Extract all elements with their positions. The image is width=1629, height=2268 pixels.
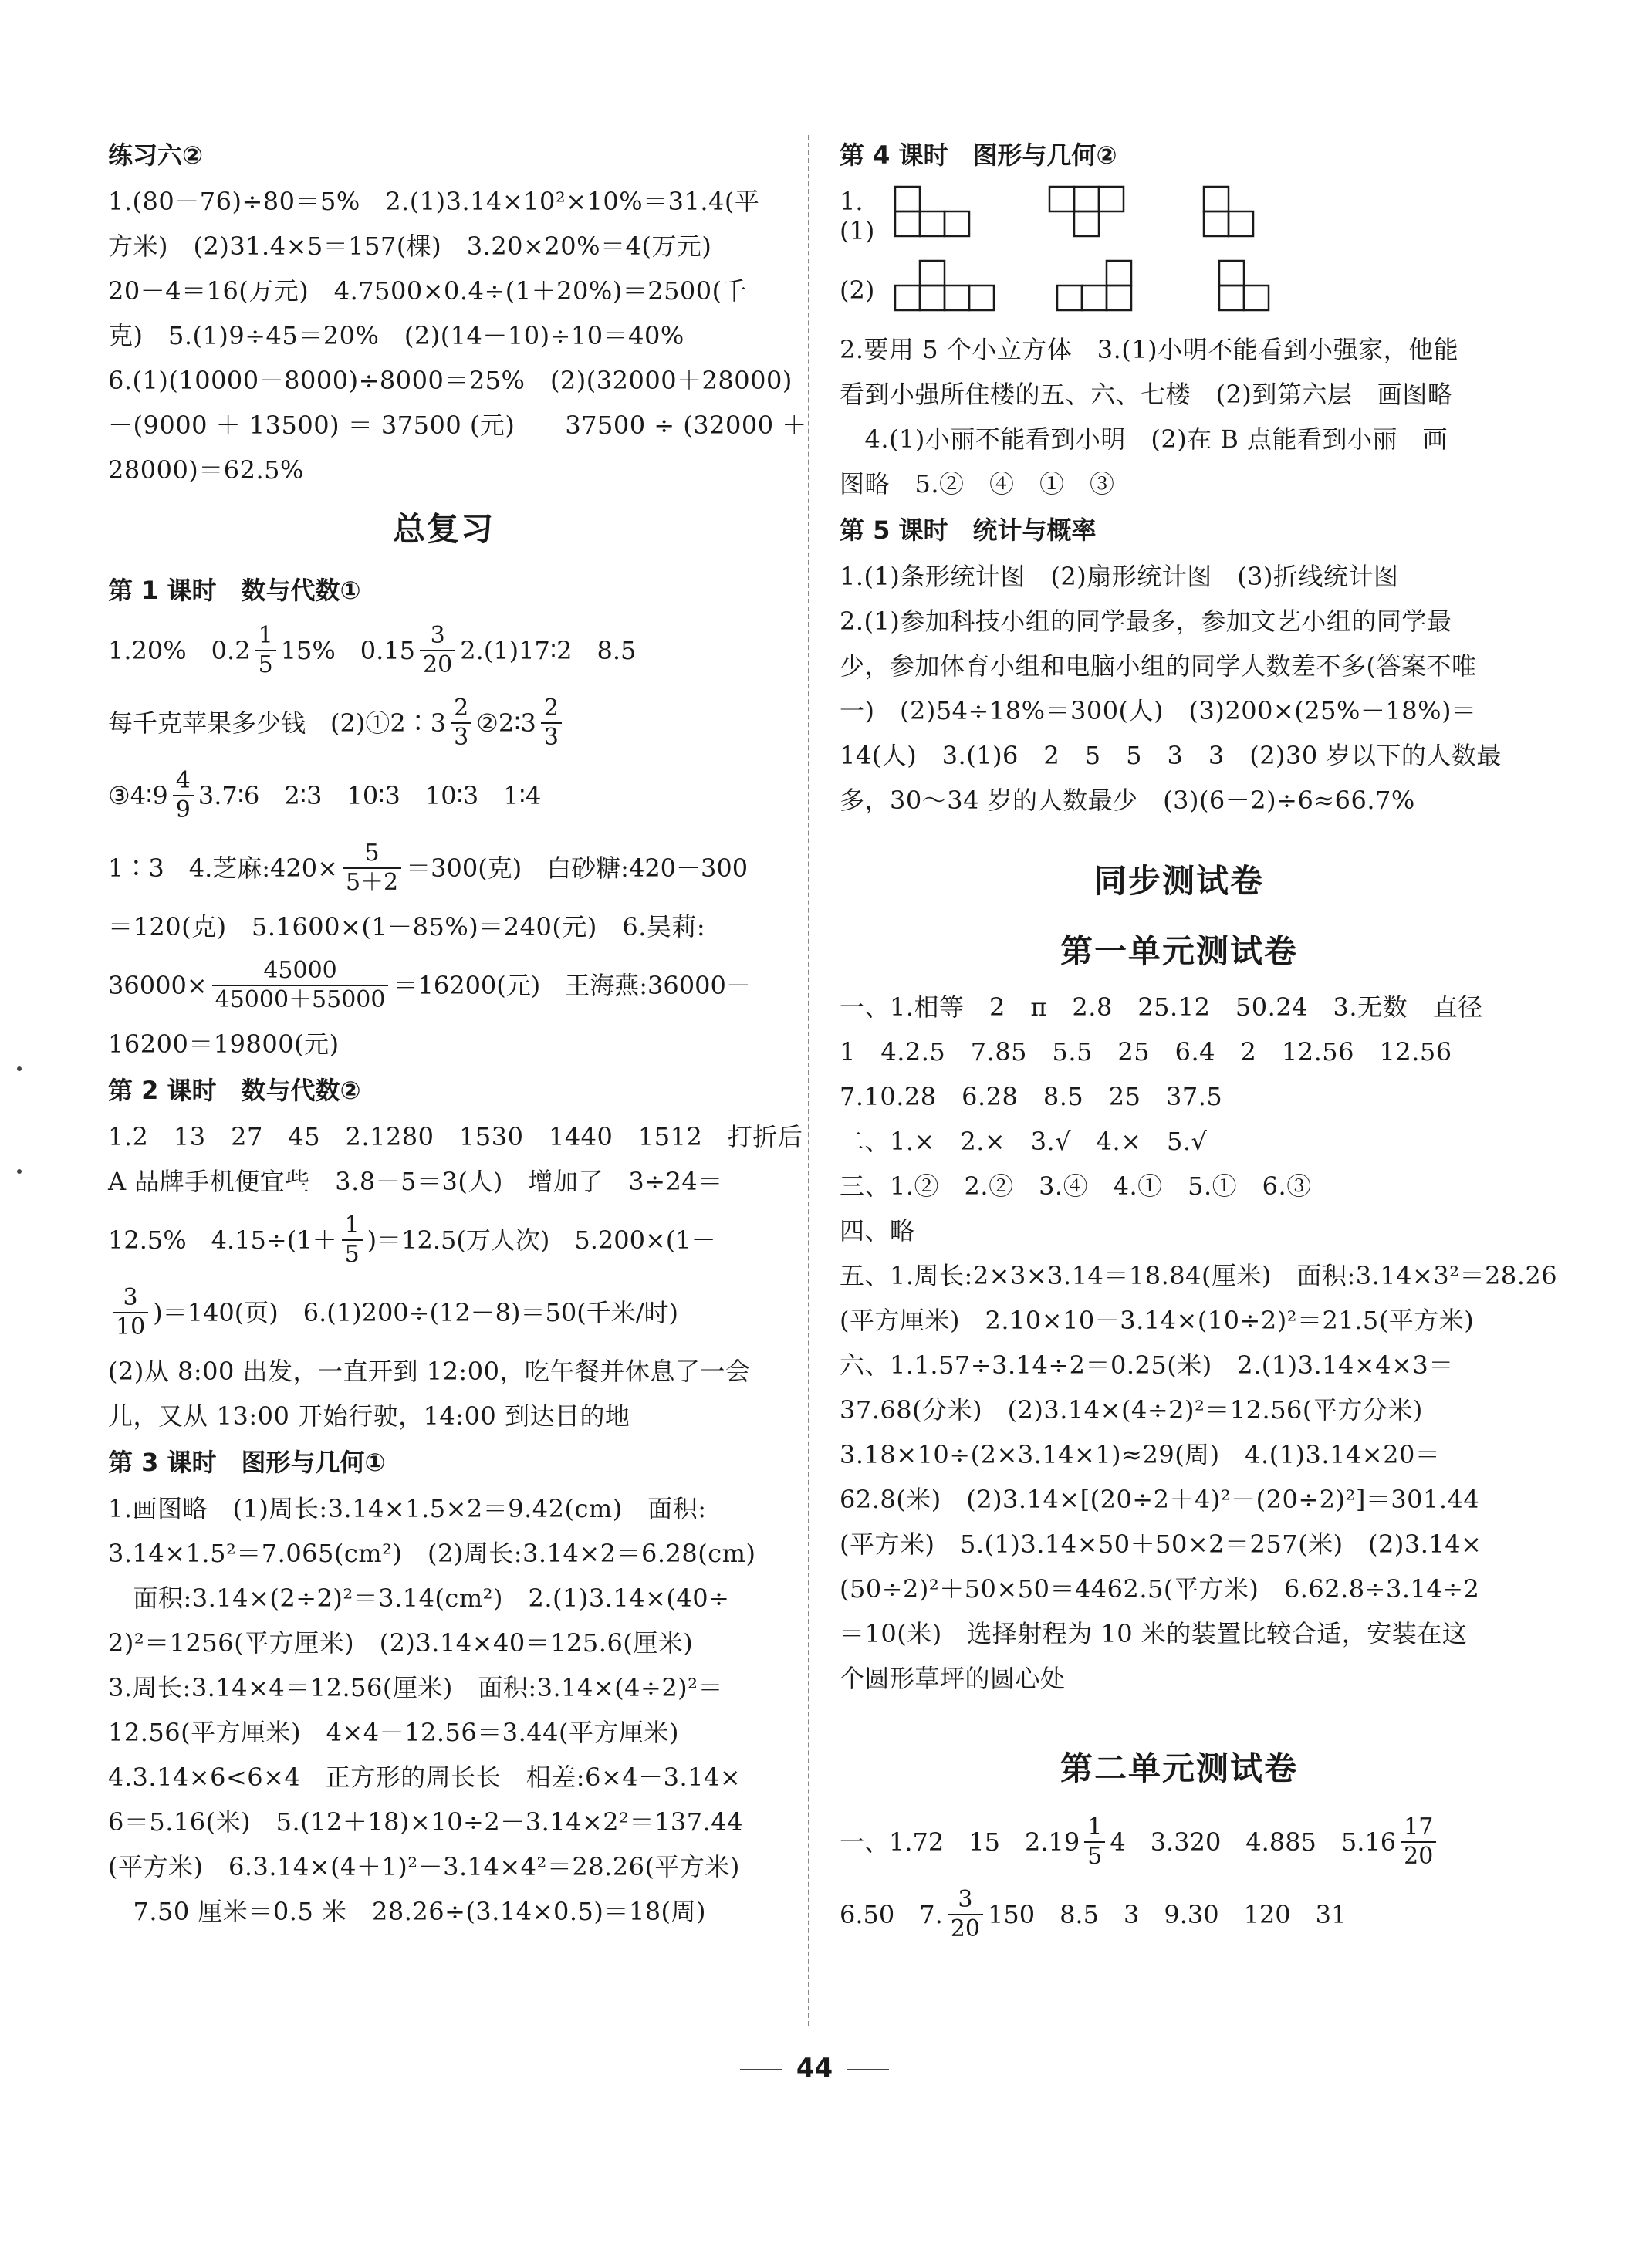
answer-line: 2.(1)参加科技小组的同学最多，参加文艺小组的同学最 [840, 607, 1452, 636]
lesson1-row2: 每千克苹果多少钱 (2)①2∶3 $\frac{2}{3}$ ②2∶3 $\frac{2}{3}$ [108, 687, 779, 759]
lesson1-row6: 36000× $\frac{45000}{45000+55000}$ ＝16200(元) 王海燕:36000－ [108, 957, 751, 1013]
answer-line: 3.14×1.5²＝7.065(cm²) (2)周长:3.14×2＝6.28(cm) [108, 1539, 756, 1568]
answer-line: 3.周长:3.14×4＝12.56(厘米) 面积:3.14×(4÷2)²＝ [108, 1673, 723, 1702]
answer-line: 儿，又从 13:00 开始行驶，14:00 到达目的地 [108, 1401, 630, 1431]
answer-line: 4.3.14×6<6×4 正方形的周长长 相差:6×4－3.14× [108, 1763, 742, 1792]
scan-speck [17, 1066, 22, 1071]
answer-line: 1.画图略 (1)周长:3.14×1.5×2＝9.42(cm) 面积: [108, 1494, 707, 1523]
lesson2-answers-2 [108, 1349, 779, 1438]
scan-speck [17, 1169, 22, 1174]
answer-line: 二、1.× 2.× 3.√ 4.× 5.√ [840, 1127, 1208, 1156]
fraction: $\frac{2}{3}$ [451, 695, 471, 752]
answer-line: 克) 5.(1)9÷45＝20% (2)(14－10)÷10＝40% [108, 321, 684, 350]
answer-line: 图略 5.② ④ ① ③ [840, 469, 1115, 499]
views-figure-row-2: (2) [840, 253, 1519, 327]
page-number: 44 [796, 2053, 833, 2084]
answer-line: 1.2 13 27 45 2.1280 1530 1440 1512 打折后 [108, 1122, 803, 1151]
practice6-answers [108, 179, 807, 492]
view-drawing-1 [894, 185, 994, 247]
answer-line: －(9000 ＋ 13500) ＝ 37500 (元) 37500 ÷ (32000 ＋ [108, 411, 807, 440]
practice6-heading: 练习六② [108, 140, 204, 170]
answer-line: 个圆形草坪的圆心处 [840, 1664, 1066, 1693]
answer-line: 12.56(平方厘米) 4×4－12.56＝3.44(平方厘米) [108, 1718, 679, 1747]
lesson5-heading: 第 5 课时 统计与概率 [840, 515, 1097, 545]
answer-line: 2.要用 5 个小立方体 3.(1)小明不能看到小强家，他能 [840, 335, 1459, 364]
lesson2-row4: $\frac{3}{10}$ )＝140(页) 6.(1)200÷(12－8)＝50(千米/时) [108, 1276, 779, 1349]
answer-line: 7.10.28 6.28 8.5 25 37.5 [840, 1082, 1223, 1111]
view-drawing-5 [1056, 259, 1164, 321]
answer-line: 14(人) 3.(1)6 2 5 5 3 3 (2)30 岁以下的人数最 [840, 741, 1502, 770]
view-drawing-3 [1202, 185, 1279, 247]
lesson2-row3: 12.5% 4.15÷(1＋ $\frac{1}{5}$ )＝12.5(万人次) 5.200×(1－ [108, 1212, 716, 1268]
unit2-row2: 6.50 7. $\frac{3}{20}$ 150 8.5 3 9.30 120 31 [840, 1886, 1347, 1942]
right-column [840, 131, 1558, 1951]
answer-line: 1.(80－76)÷80＝5% 2.(1)3.14×10²×10%＝31.4(平 [108, 187, 760, 216]
footer-rule-right [847, 2069, 889, 2070]
fraction: $\frac{4}{9}$ [173, 767, 194, 824]
lesson1-row4: 1∶3 4.芝麻:420× $\frac{5}{5+2}$ ＝300(克) 白砂糖:420－300 [108, 840, 749, 896]
answer-line: ＝10(米) 选择射程为 10 米的装置比较合适，安装在这 [840, 1619, 1468, 1648]
answer-line: 多，30～34 岁的人数最少 (3)(6－2)÷6≈66.7% [840, 786, 1415, 815]
answer-line: 2)²＝1256(平方厘米) (2)3.14×40＝125.6(厘米) [108, 1628, 694, 1658]
lesson3-answers [108, 1486, 779, 1934]
answer-line: (2)从 8:00 出发，一直开到 12:00，吃午餐并休息了一会 [108, 1357, 751, 1386]
answer-line: (50÷2)²＋50×50＝4462.5(平方米) 6.62.8÷3.14÷2 [840, 1574, 1480, 1604]
answer-line: 3.18×10÷(2×3.14×1)≈29(周) 4.(1)3.14×20＝ [840, 1440, 1441, 1469]
answer-line: 一) (2)54÷18%＝300(人) (3)200×(25%－18%)＝ [840, 696, 1477, 725]
answer-line: 37.68(分米) (2)3.14×(4÷2)²＝12.56(平方分米) [840, 1395, 1423, 1425]
lesson1-heading: 第 1 课时 数与代数① [108, 576, 361, 605]
answer-line: 7.50 厘米＝0.5 米 28.26÷(3.14×0.5)＝18(周) [108, 1897, 707, 1926]
view-drawing-2 [1048, 185, 1148, 247]
unit2-row1: 一、1.72 15 2.19 $\frac{1}{5}$ 4 3.320 4.885 5.16 $\frac{17}{20}$ [840, 1806, 1519, 1878]
footer-rule-left [740, 2069, 782, 2070]
answer-line: (平方米) 6.3.14×(4＋1)²－3.14×4²＝28.26(平方米) [108, 1852, 740, 1881]
unit2-title: 第二单元测试卷 [1060, 1749, 1298, 1787]
fraction: $\frac{3}{20}$ [420, 622, 455, 679]
answer-line: 六、1.1.57÷3.14÷2＝0.25(米) 2.(1)3.14×4×3＝ [840, 1350, 1454, 1380]
view-drawing-4 [894, 259, 1002, 321]
fraction: $\frac{2}{3}$ [541, 695, 562, 752]
fraction: $\frac{3}{20}$ [948, 1886, 983, 1943]
answer-line: 6.(1)(10000－8000)÷8000＝25% (2)(32000＋28000) [108, 366, 793, 395]
answer-line: 20－4＝16(万元) 4.7500×0.4÷(1＋20%)＝2500(千 [108, 276, 748, 306]
lesson5-answers [840, 554, 1519, 823]
tests-title: 同步测试卷 [1093, 862, 1264, 900]
lesson2-answers [108, 1114, 803, 1204]
unit1-answers [840, 985, 1558, 1701]
lesson1-row5: ＝120(克) 5.1600×(1－85%)＝240(元) 6.吴莉: [108, 912, 706, 941]
left-column [108, 131, 807, 1934]
views-figure-row-1: 1.(1) [840, 179, 1519, 253]
unit1-title: 第一单元测试卷 [1060, 932, 1298, 970]
lesson4-answers [840, 327, 1519, 506]
fraction: $\frac{17}{20}$ [1401, 1813, 1436, 1871]
answer-line: 62.8(米) (2)3.14×[(20÷2＋4)²－(20÷2)²]＝301.44 [840, 1485, 1480, 1514]
view-drawing-6 [1218, 259, 1295, 321]
answer-line: (平方米) 5.(1)3.14×50＋50×2＝257(米) (2)3.14× [840, 1529, 1482, 1559]
page-footer [0, 2053, 1629, 2084]
fraction: $\frac{45000}{45000+55000}$ [212, 957, 389, 1014]
answer-line: 1.(1)条形统计图 (2)扇形统计图 (3)折线统计图 [840, 562, 1399, 591]
answer-line: A 品牌手机便宜些 3.8－5＝3(人) 增加了 3÷24＝ [108, 1167, 723, 1196]
answer-line: 一、1.相等 2 π 2.8 25.12 50.24 3.无数 直径 [840, 992, 1483, 1022]
lesson4-heading: 第 4 课时 图形与几何② [840, 140, 1117, 170]
answer-line: 少，参加体育小组和电脑小组的同学人数差不多(答案不唯 [840, 651, 1477, 681]
lesson1-row7: 16200＝19800(元) [108, 1029, 340, 1059]
answer-line: 看到小强所住楼的五、六、七楼 (2)到第六层 画图略 [840, 380, 1453, 409]
answer-line: 方米) (2)31.4×5＝157(棵) 3.20×20%＝4(万元) [108, 232, 712, 261]
lesson1-row1: 1.20% 0.2 $\frac{1}{5}$ 15% 0.15 $\frac{3}{20}$ 2.(1)17∶2 8.5 [108, 622, 637, 678]
answer-line: 1 4.2.5 7.85 5.5 25 6.4 2 12.56 12.56 [840, 1037, 1452, 1066]
answer-line: 28000)＝62.5% [108, 455, 304, 485]
answer-line: 面积:3.14×(2÷2)²＝3.14(cm²) 2.(1)3.14×(40÷ [108, 1584, 730, 1613]
lesson3-heading: 第 3 课时 图形与几何① [108, 1448, 386, 1477]
review-title: 总复习 [392, 510, 495, 548]
fraction: $\frac{1}{5}$ [342, 1212, 363, 1269]
lesson2-heading: 第 2 课时 数与代数② [108, 1076, 361, 1105]
fraction: $\frac{1}{5}$ [1084, 1813, 1105, 1871]
answer-line: 三、1.② 2.② 3.④ 4.① 5.① 6.③ [840, 1171, 1312, 1201]
answer-line: 4.(1)小丽不能看到小明 (2)在 B 点能看到小丽 画 [840, 424, 1448, 454]
fraction: $\frac{5}{5+2}$ [343, 840, 401, 897]
answer-line: 五、1.周长:2×3×3.14＝18.84(厘米) 面积:3.14×3²＝28.26 [840, 1261, 1558, 1290]
fraction: $\frac{3}{10}$ [113, 1284, 148, 1341]
answer-line: 6＝5.16(米) 5.(12＋18)×10÷2－3.14×2²＝137.44 [108, 1807, 743, 1837]
answer-line: (平方厘米) 2.10×10－3.14×(10÷2)²＝21.5(平方米) [840, 1306, 1475, 1335]
column-divider [808, 135, 809, 2026]
answer-line: 四、略 [840, 1216, 915, 1246]
lesson1-row3: ③4∶9 $\frac{4}{9}$ 3.7∶6 2∶3 10∶3 10∶3 1∶4 [108, 767, 542, 823]
fraction: $\frac{1}{5}$ [255, 622, 276, 679]
